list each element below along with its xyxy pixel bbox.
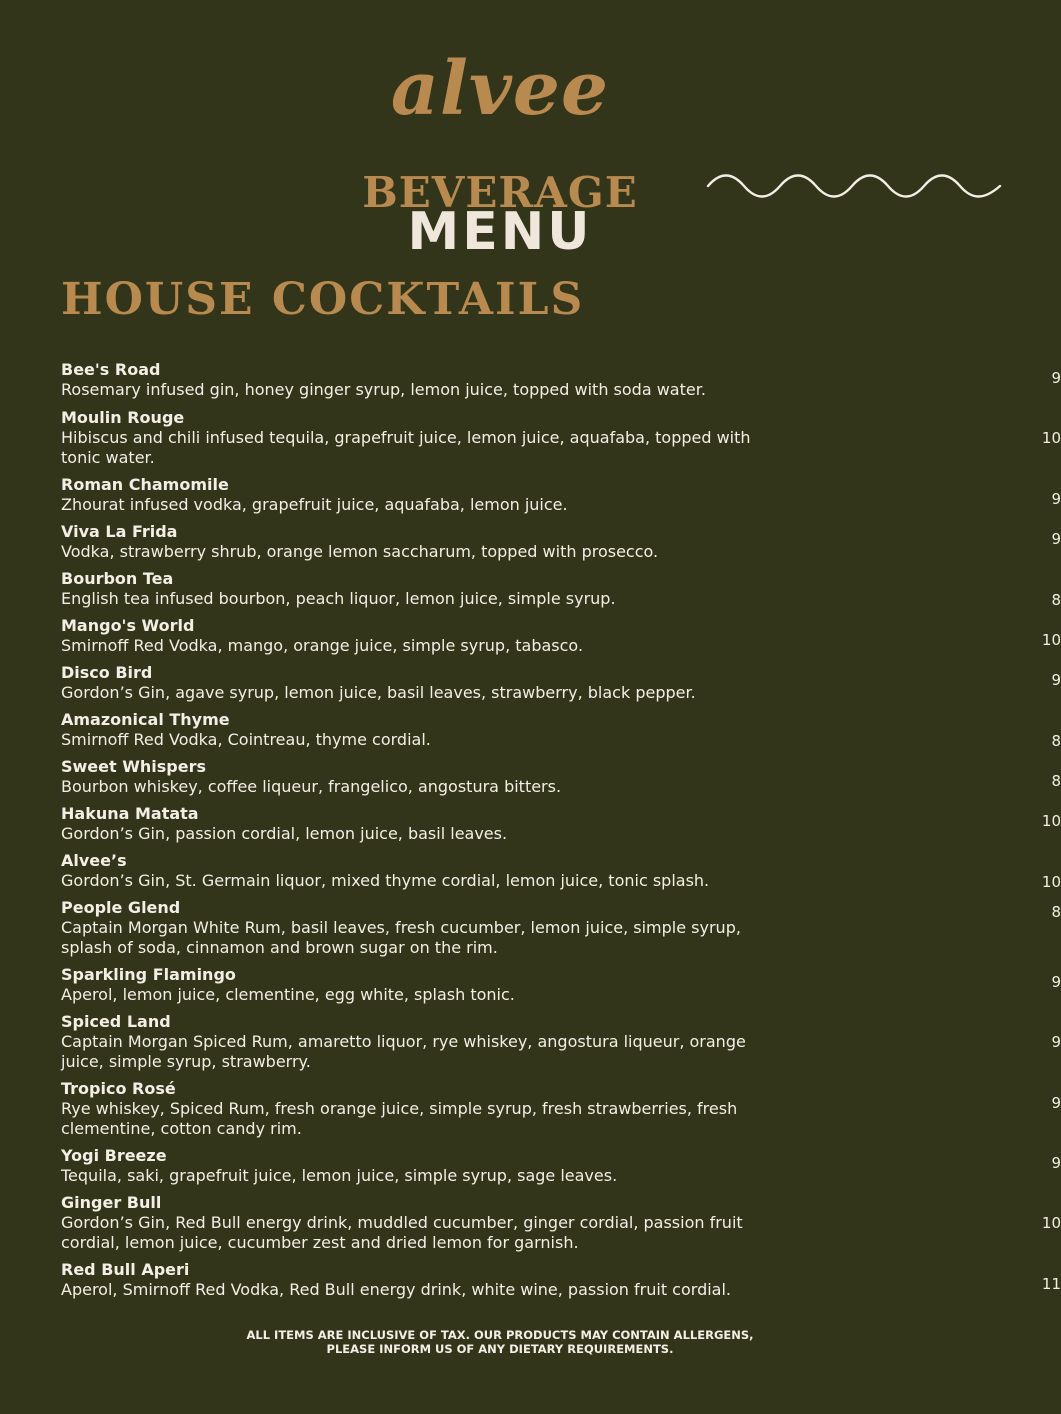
item-price: 8 (1051, 591, 1061, 609)
menu-item (61, 757, 1061, 797)
item-description: Rye whiskey, Spiced Rum, fresh orange juice, simple syrup, fresh strawberries, fresh clementine, cotton candy rim. (61, 1099, 738, 1138)
menu-item (61, 475, 1061, 515)
item-description: Gordon’s Gin, passion cordial, lemon juice, basil leaves. (61, 824, 508, 843)
item-name: Moulin Rouge (61, 408, 185, 427)
item-price: 8 (1051, 903, 1061, 921)
menu-item (61, 522, 1061, 562)
item-price: 9 (1051, 1033, 1061, 1051)
item-price: 9 (1051, 490, 1061, 508)
item-description: Aperol, Smirnoff Red Vodka, Red Bull energy drink, white wine, passion fruit cordial. (61, 1280, 731, 1299)
item-description: Vodka, strawberry shrub, orange lemon saccharum, topped with prosecco. (61, 542, 659, 561)
item-price: 9 (1051, 530, 1061, 548)
item-description: Hibiscus and chili infused tequila, grapefruit juice, lemon juice, aquafaba, topped with tonic water. (61, 428, 751, 467)
item-name: Alvee’s (61, 851, 127, 870)
menu-item (61, 1079, 1061, 1139)
item-description: Gordon’s Gin, agave syrup, lemon juice, basil leaves, strawberry, black pepper. (61, 683, 696, 702)
item-description: Captain Morgan White Rum, basil leaves, fresh cucumber, lemon juice, simple syrup, splash of soda, cinnamon and brown sugar on the rim. (61, 918, 741, 957)
menu-item (61, 965, 1061, 1005)
item-name: Amazonical Thyme (61, 710, 230, 729)
allergen-notice (0, 1328, 1000, 1356)
item-price: 9 (1051, 671, 1061, 689)
item-name: Ginger Bull (61, 1193, 162, 1212)
item-price: 9 (1051, 1154, 1061, 1172)
menu-item (61, 616, 1061, 656)
item-description: Rosemary infused gin, honey ginger syrup, lemon juice, topped with soda water. (61, 380, 706, 399)
menu-item (61, 663, 1061, 703)
item-description: Zhourat infused vodka, grapefruit juice, aquafaba, lemon juice. (61, 495, 568, 514)
item-description: Bourbon whiskey, coffee liqueur, frangelico, angostura bitters. (61, 777, 562, 796)
item-price: 8 (1051, 732, 1061, 750)
item-name: Roman Chamomile (61, 475, 229, 494)
item-description: Gordon’s Gin, Red Bull energy drink, muddled cucumber, ginger cordial, passion fruit cordial, lemon juice, cucumber zest and dried lemon for garnish. (61, 1213, 743, 1252)
item-description: Aperol, lemon juice, clementine, egg white, splash tonic. (61, 985, 515, 1004)
item-price: 10 (1041, 429, 1061, 447)
item-price: 9 (1051, 973, 1061, 991)
menu-item (61, 851, 1061, 891)
item-name: Bee's Road (61, 360, 161, 379)
item-name: Mango's World (61, 616, 195, 635)
footer-line-2: PLEASE INFORM US OF ANY DIETARY REQUIREMENTS. (326, 1342, 674, 1356)
item-price: 11 (1041, 1275, 1061, 1293)
menu-item (61, 408, 1061, 468)
menu-item (61, 1012, 1061, 1072)
item-name: Yogi Breeze (61, 1146, 167, 1165)
menu-item (61, 360, 1061, 400)
item-name: People Glend (61, 898, 181, 917)
item-price: 10 (1041, 873, 1061, 891)
item-price: 9 (1051, 1094, 1061, 1112)
item-name: Viva La Frida (61, 522, 178, 541)
item-description: Smirnoff Red Vodka, mango, orange juice, simple syrup, tabasco. (61, 636, 584, 655)
menu-item (61, 1146, 1061, 1186)
menu-title-menu: MENU (407, 202, 593, 262)
item-price: 10 (1041, 1214, 1061, 1232)
menu-item (61, 569, 1061, 609)
item-name: Hakuna Matata (61, 804, 199, 823)
item-description: Tequila, saki, grapefruit juice, lemon juice, simple syrup, sage leaves. (61, 1166, 618, 1185)
menu-item (61, 1260, 1061, 1300)
item-price: 10 (1041, 631, 1061, 649)
item-name: Sparkling Flamingo (61, 965, 236, 984)
item-description: Gordon’s Gin, St. Germain liquor, mixed thyme cordial, lemon juice, tonic splash. (61, 871, 710, 890)
menu-item (61, 898, 1061, 958)
item-name: Sweet Whispers (61, 757, 206, 776)
item-price: 9 (1051, 369, 1061, 387)
item-description: Captain Morgan Spiced Rum, amaretto liquor, rye whiskey, angostura liqueur, orange juice, simple syrup, strawberry. (61, 1032, 746, 1071)
item-name: Disco Bird (61, 663, 153, 682)
item-name: Tropico Rosé (61, 1079, 176, 1098)
section-title: HOUSE COCKTAILS (61, 274, 585, 325)
item-name: Spiced Land (61, 1012, 171, 1031)
item-price: 8 (1051, 772, 1061, 790)
item-name: Bourbon Tea (61, 569, 174, 588)
menu-item (61, 804, 1061, 844)
footer-line-1: ALL ITEMS ARE INCLUSIVE OF TAX. OUR PRODUCTS MAY CONTAIN ALLERGENS, (246, 1328, 754, 1342)
menu-item (61, 710, 1061, 750)
item-price: 10 (1041, 812, 1061, 830)
item-description: Smirnoff Red Vodka, Cointreau, thyme cordial. (61, 730, 431, 749)
menu-item (61, 1193, 1061, 1253)
item-description: English tea infused bourbon, peach liquor, lemon juice, simple syrup. (61, 589, 616, 608)
brand-logo: alvee (390, 46, 610, 132)
item-name: Red Bull Aperi (61, 1260, 190, 1279)
menu-title-beverage: BEVERAGE (362, 168, 638, 217)
